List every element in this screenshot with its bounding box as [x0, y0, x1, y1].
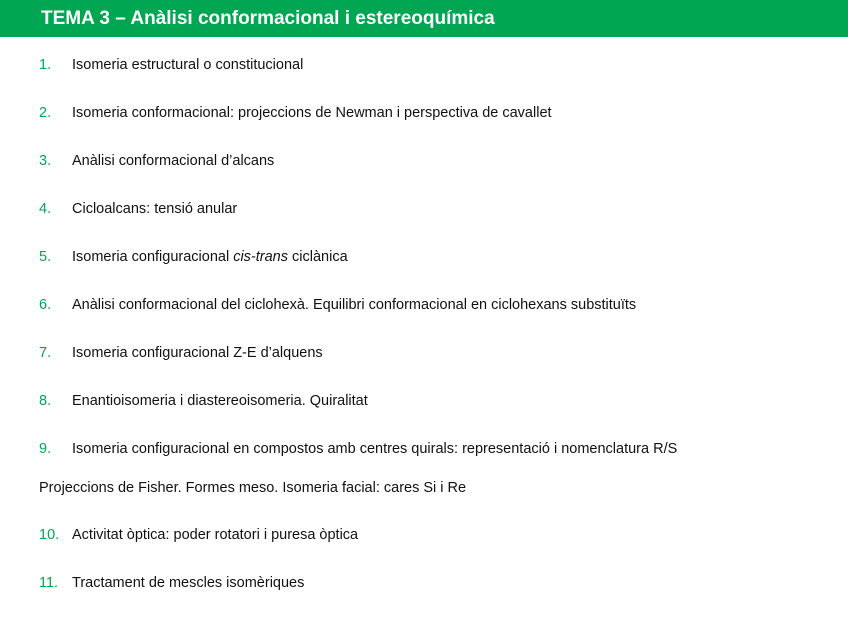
item-text-italic: cis-trans [233, 249, 288, 265]
item-number: 2. [39, 105, 52, 121]
list-item-4 [39, 200, 237, 218]
list-item-7 [39, 344, 323, 362]
list-item-9-continuation: Projeccions de Fisher. Formes meso. Isomeria facial: cares Si i Re [39, 480, 467, 496]
list-item-6 [39, 296, 636, 314]
item-number: 10. [39, 527, 60, 543]
title-bar [0, 0, 848, 37]
item-text-before: Isomeria configuracional [72, 249, 234, 265]
item-text: Anàlisi conformacional del ciclohexà. Equilibri conformacional en ciclohexans substituïts [72, 297, 637, 313]
list-item-9 [39, 440, 677, 458]
list-item-5 [39, 248, 348, 266]
item-text: Isomeria configuracional Z-E d’alquens [72, 345, 323, 361]
list-item-2 [39, 104, 552, 122]
list-item-1 [39, 56, 303, 74]
item-number: 7. [39, 345, 52, 361]
list-item-10 [39, 526, 358, 544]
item-number: 1. [39, 57, 52, 73]
item-text: Enantioisomeria i diastereoisomeria. Quiralitat [72, 393, 368, 409]
item-text-after: ciclànica [288, 249, 348, 265]
item-number: 8. [39, 393, 52, 409]
item-number: 5. [39, 249, 52, 265]
item-text: Anàlisi conformacional d’alcans [72, 153, 275, 169]
item-text: Cicloalcans: tensió anular [72, 201, 238, 217]
item-text: Isomeria estructural o constitucional [72, 57, 304, 73]
list-item-11 [39, 574, 304, 592]
item-number: 11. [39, 575, 59, 591]
item-number: 9. [39, 441, 52, 457]
item-text: Tractament de mescles isomèriques [72, 575, 305, 591]
item-text: Isomeria configuracional en compostos amb centres quirals: representació i nomenclatura R/S [72, 441, 678, 457]
list-item-3 [39, 152, 274, 170]
list-item-8 [39, 392, 368, 410]
page-title: TEMA 3 – Anàlisi conformacional i estereoquímica [41, 8, 495, 29]
item-number: 6. [39, 297, 52, 313]
item-number: 4. [39, 201, 52, 217]
item-number: 3. [39, 153, 52, 169]
item-text: Activitat òptica: poder rotatori i puresa òptica [72, 527, 359, 543]
item-text: Isomeria conformacional: projeccions de Newman i perspectiva de cavallet [72, 105, 552, 121]
